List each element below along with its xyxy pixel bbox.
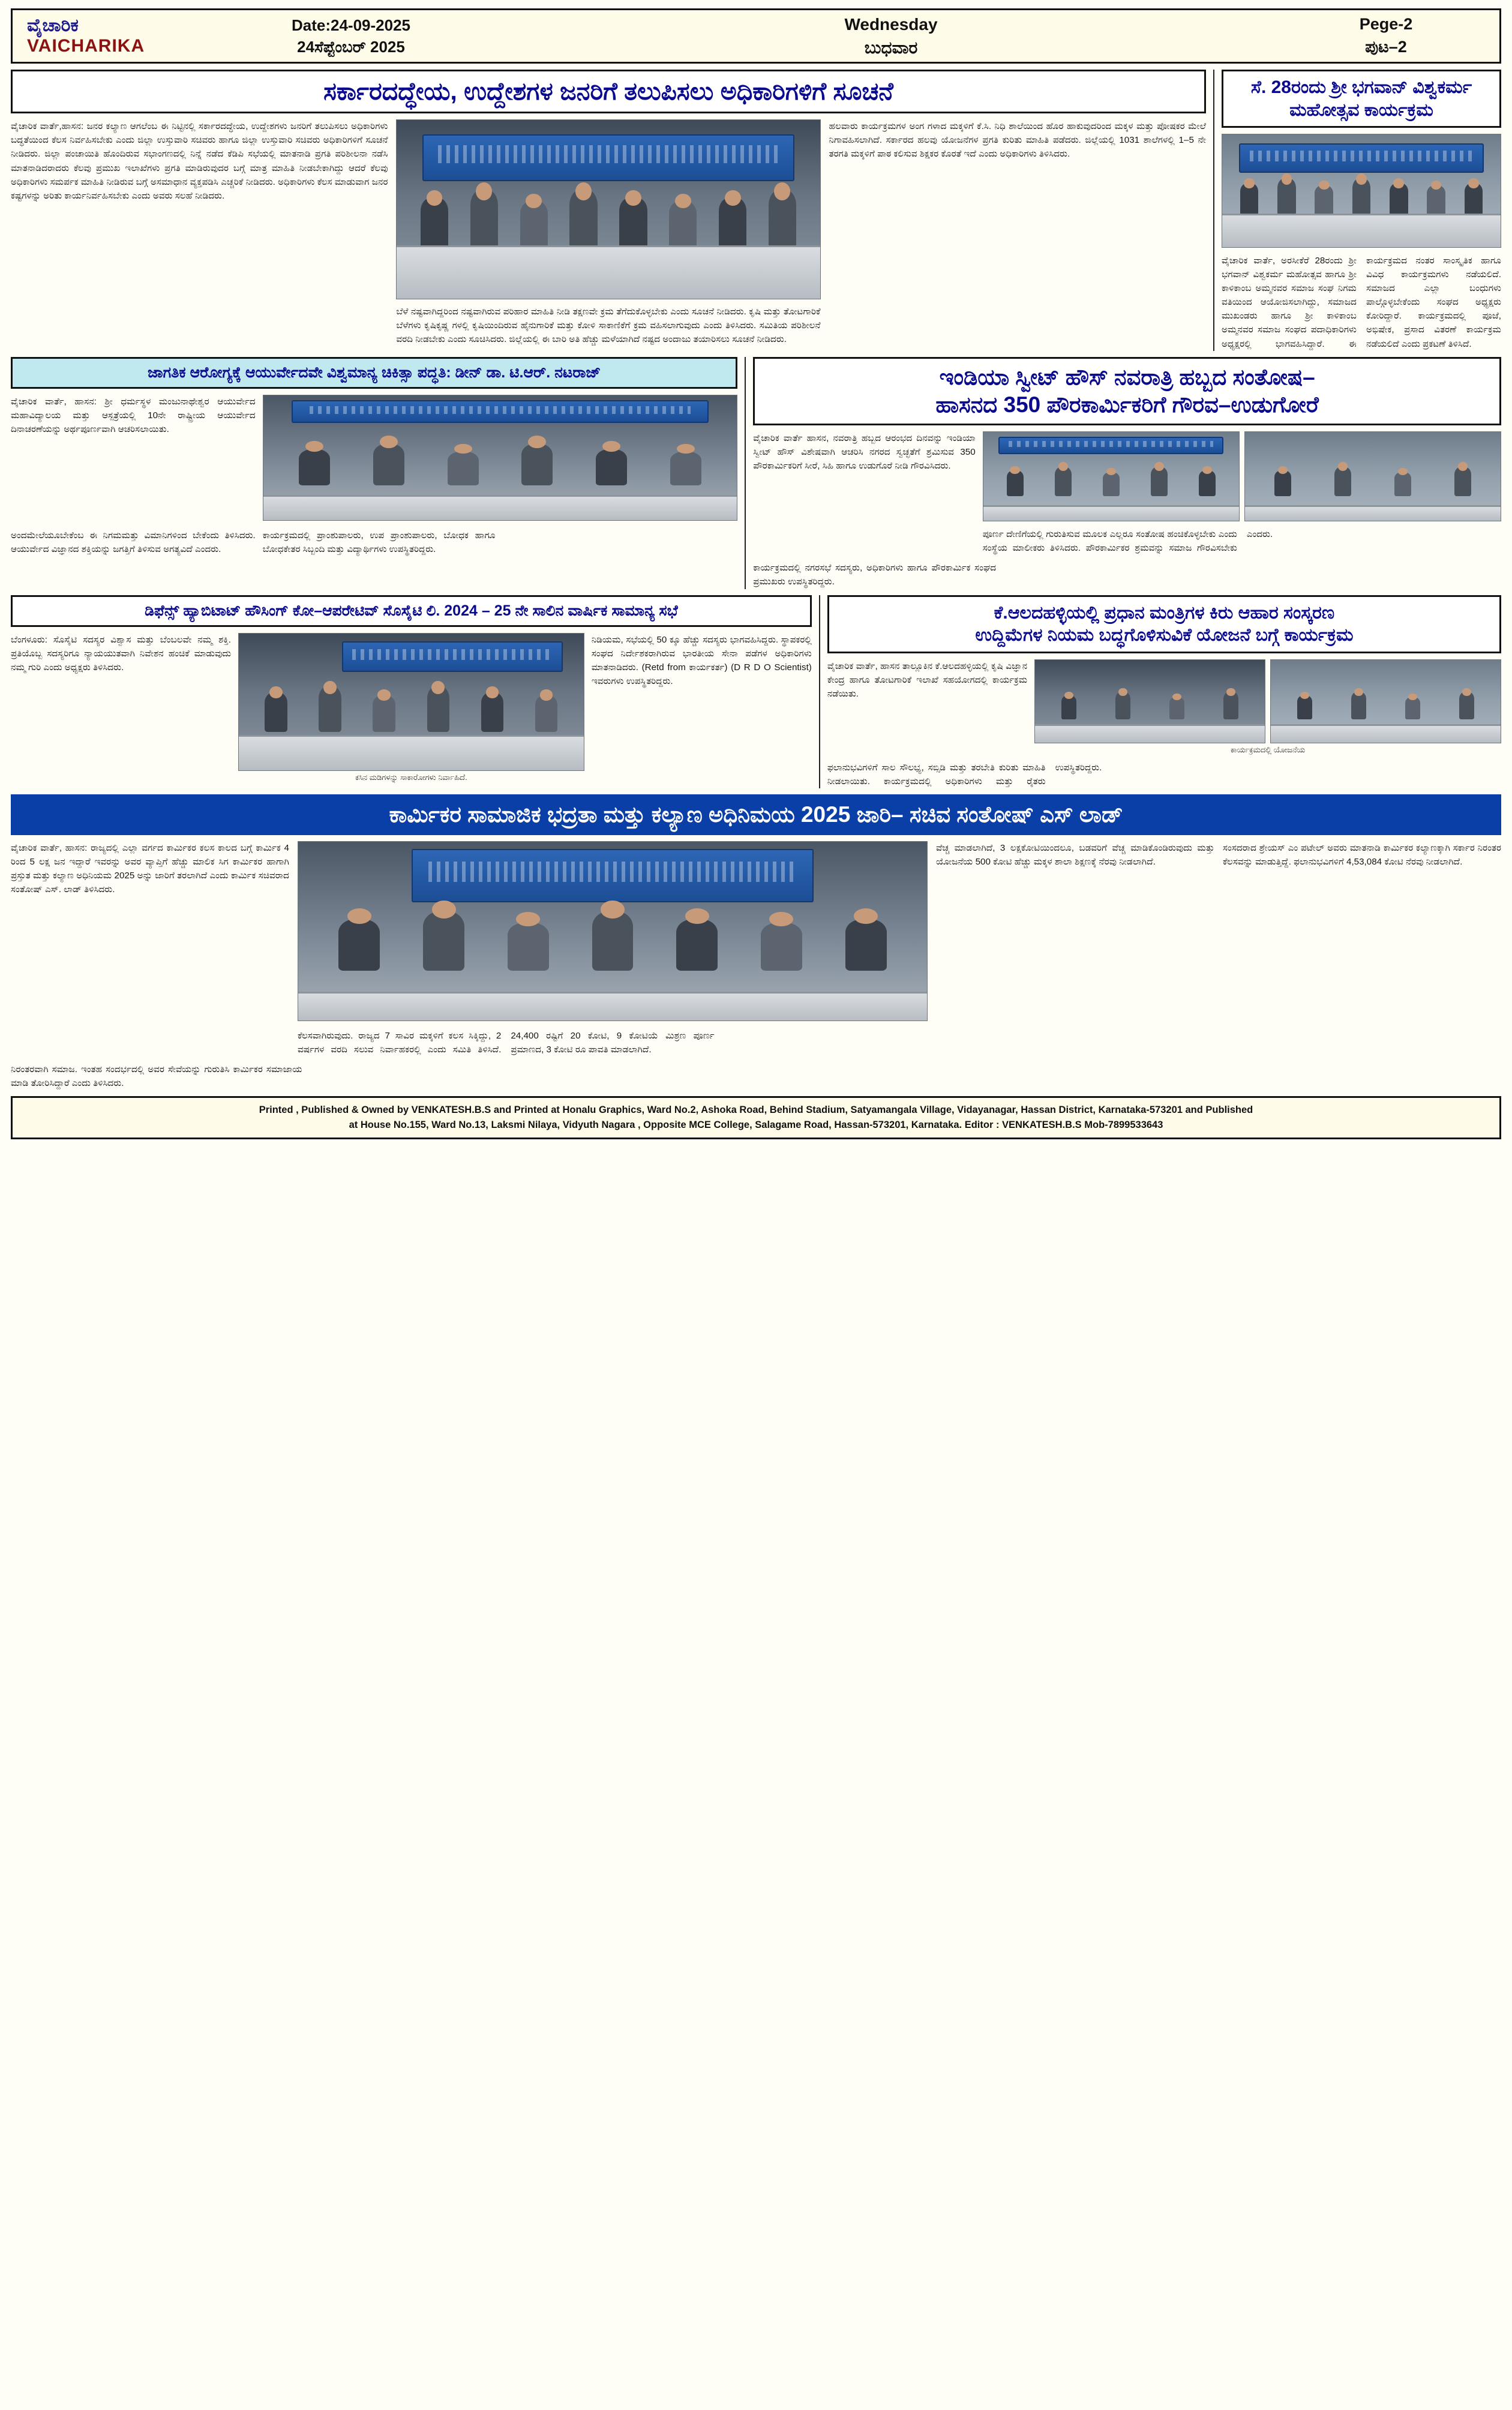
sweethouse-column-2: ಪೂರ್ಣ ದೇಣಿಗೆಯಲ್ಲಿ ಗುರುತಿಸುವ ಮೂಲಕ ಎಲ್ಲರೂ ಸಂತೋಷ ಹಂಚಿಕೊಳ್ಳಬೇಕು ಎಂದು ಸಂಸ್ಥೆಯ ಮಾಲೀಕರು ತಿಳಿಸಿದರು. ಪೌರಕಾರ್ಮಿಕರ ಶ್ರಮವನ್ನು ಸಮಾಜ ಗೌರವಿಸಬೇಕು ಎಂದರು.: [982, 529, 1273, 554]
lead-column-3: ಹಲವಾರು ಕಾರ್ಯಕ್ರಮಗಳ ಅಂಗ ಗಳಾದ ಮಕ್ಕಳಿಗೆ ಕೆ.ಸಿ. ನಿಧಿ ಶಾಲೆಯಿಂದ ಹೊರ ಹಾಕುವುದರಿಂದ ಮಕ್ಕಳ ಮತ್ತು ಪೋಷಕರ ಮೇಲೆ ನಿಗಾವಹಿಸಲಾಗಿದೆ. ಸರ್ಕಾರದ ಹಲವು ಯೋಜನೆಗಳ ಪ್ರಗತಿ ಕುರಿತು ಮಾಹಿತಿ ಪಡೆದರು. ಜಿಲ್ಲೆಯಲ್ಲಿ 1031 ಶಾಲೆಗಳಲ್ಲಿ 1–5 ನೇ ತರಗತಿ ಮಕ್ಕಳಿಗೆ ಪಾಠ ಕಲಿಸುವ ಶಿಕ್ಷಕರ ಕೊರತೆ ಇದೆ ಎಂದು ಅಧಿಕಾರಿಗಳು ತಿಳಿಸಿದರು.: [829, 121, 1206, 160]
imprint-footer: [11, 1096, 1501, 1139]
masthead-title-kannada: ವೈಚಾರಿಕ: [27, 15, 79, 35]
sweethouse-photo-2: [1244, 431, 1501, 521]
food-photos: [1034, 659, 1501, 755]
ayurveda-photo-block: [263, 395, 738, 523]
page-number-english: Pege-2: [1359, 15, 1413, 34]
masthead-day-english: Wednesday: [844, 14, 938, 34]
sweethouse-photo-1: [983, 431, 1240, 521]
lead-photo: [396, 119, 820, 299]
labour-column-5: ಸಂಸದರಾದ ಶ್ರೇಯಸ್ ಎಂ ಪಟೇಲ್ ಅವರು ಮಾತನಾಡಿ ಕಾರ್ಮಿಕರ ಕಲ್ಯಾಣಕ್ಕಾಗಿ ಸರ್ಕಾರ ನಿರಂತರ ಕೆಲಸವನ್ನು ಮಾಡುತ್ತಿದ್ದೆ. ಫಲಾನುಭವಿಗಳಿಗೆ 4,53,084 ಕೋಟಿ ನೆರವು ನೀಡಲಾಗಿದೆ.: [1223, 842, 1502, 868]
masthead: [11, 8, 1501, 64]
imprint-line-2: at House No.155, Ward No.13, Laksmi Nilaya, Vidyuth Nagara , Opposite MCE College, Salagame Road, Hassan-573201, Karnataka. Editor : VENKATESH.B.S Mob-7899533643: [349, 1120, 1163, 1131]
food-headline-line1: ಕೆ.ಆಲದಹಳ್ಳಿಯಲ್ಲಿ ಪ್ರಧಾನ ಮಂತ್ರಿಗಳ ಕಿರು ಆಹಾರ ಸಂಸ್ಕರಣ: [994, 602, 1335, 623]
ayurveda-headline: ಜಾಗತಿಕ ಆರೋಗ್ಯಕ್ಕೆ ಆಯುರ್ವೇದವೇ ವಿಶ್ವಮಾನ್ಯ ಚಿಕಿತ್ಸಾ ಪದ್ಧತಿ: ಡೀನ್ ಡಾ. ಟಿ.ಆರ್. ನಟರಾಜ್: [11, 357, 737, 389]
sweethouse-headline: [753, 357, 1501, 426]
masthead-title-english: VAICHARIKA: [27, 36, 145, 56]
right-top-text: ವೈಚಾರಿಕ ವಾರ್ತೆ, ಅರಸೀಕೆರೆ 28ರಂದು ಶ್ರೀ ಭಗವಾನ್ ವಿಶ್ವಕರ್ಮ ಮಹೋತ್ಸವ ಹಾಗೂ ಶ್ರೀ ಕಾಳಿಕಾಂಬ ಅಮ್ಮನವರ ಸಮಾಜ ಸಂಘ ನಿಗಮ ವತಿಯಿಂದ ಆಯೋಜಿಸಲಾಗಿದ್ದು, ಸಮಾಜದ ಮುಖಂಡರು ಹಾಗೂ ಶ್ರೀ ಕಾಳಿಕಾಂಬ ಅಮ್ಮನವರ ಸಮಾಜ ಸಂಘದ ಪದಾಧಿಕಾರಿಗಳು ಅಧ್ಯಕ್ಷರಲ್ಲಿ ಭಾಗವಹಿಸಿದ್ದಾರೆ. ಈ ಕಾರ್ಯಕ್ರಮದ ನಂತರ ಸಾಂಸ್ಕೃತಿಕ ಹಾಗೂ ವಿವಿಧ ಕಾರ್ಯಕ್ರಮಗಳು ನಡೆಯಲಿದೆ. ಸಮಾಜದ ಎಲ್ಲಾ ಬಂಧುಗಳು ಪಾಲ್ಗೊಳ್ಳಬೇಕೆಂದು ಸಂಘದ ಅಧ್ಯಕ್ಷರು ಕೋರಿದ್ದಾರೆ. ಕಾರ್ಯಕ್ರಮದಲ್ಲಿ ಪೂಜೆ, ಅಭಿಷೇಕ, ಪ್ರಸಾದ ವಿತರಣೆ ಕಾರ್ಯಕ್ರಮ ನಡೆಯಲಿದೆ ಎಂದು ಪ್ರಕಟಣೆ ತಿಳಿಸಿದೆ.: [1222, 256, 1501, 349]
sweethouse-column-3: ಕಾರ್ಯಕ್ರಮದಲ್ಲಿ ನಗರಸಭೆ ಸದಸ್ಯರು, ಅಧಿಕಾರಿಗಳು ಹಾಗೂ ಪೌರಕಾರ್ಮಿಕ ಸಂಘದ ಪ್ರಮುಖರು ಉಪಸ್ಥಿತರಿದ್ದರು.: [753, 563, 997, 587]
food-headline-line2: ಉದ್ದಿಮೆಗಳ ನಿಯಮ ಬದ್ಧಗೊಳಿಸುವಿಕೆ ಯೋಜನೆ ಬಗ್ಗೆ ಕಾರ್ಯಕ್ರಮ: [975, 625, 1354, 646]
lead-photo-and-text: [396, 119, 820, 346]
labour-photo-block: [298, 841, 928, 1057]
lead-column-1: ವೈಚಾರಿಕ ವಾರ್ತೆ,ಹಾಸನ: ಜನರ ಕಲ್ಯಾಣ ಆಗಲೆಂಬ ಈ ನಿಟ್ಟಿನಲ್ಲಿ ಸರ್ಕಾರದದ್ಧೇಯ, ಉದ್ದೇಶಗಳು ಜನರಿಗೆ ತಲುಪಿಸಲು ಅಧಿಕಾರಿಗಳು ಬದ್ಧತೆಯಿಂದ ಕೆಲಸ ನಿರ್ವಹಿಸಬೇಕು ಎಂದು ಜಿಲ್ಲಾ ಉಸ್ತುವಾರಿ ಸಚಿವರು ಹಾಗೂ ಜಿಲ್ಲಾ ಉಸ್ತುವಾರಿ ಸಚಿವರು ಅಧಿಕಾರಿಗಳಿಗೆ ಸೂಚನೆ ನೀಡಿದರು. ಜಿಲ್ಲಾ ಪಂಚಾಯಿತಿ ಹೊಂದಿರುವ ಸಭಾಂಗಣದಲ್ಲಿ ನಿನ್ನೆ ನಡೆದ ಕೆಡಿಪಿ ಸಭೆಯಲ್ಲಿ ಮಾತನಾಡಿ ಪ್ರಗತಿ ಪರಿಶೀಲನಾ ನಡೆಸಿ ಮಾತನಾಡಿದರಾದರು ಕೆಲವು ಪ್ರಮುಖ ಇಲಾಖೆಗಳು ಪ್ರಗತಿ ಮಾಡಿರುವುದರ ಬಗ್ಗೆ ಮಾತ್ರ ಮಾಹಿತಿ ನೀಡಬೇಕಾಗಿದ್ದು ಆದರೆ ಕೆಲವು ಅಧಿಕಾರಿಗಳು ಸಮರ್ಪಕ ಮಾಹಿತಿ ನೀಡಿರುವ ಬಗ್ಗೆ ಅಸಮಾಧಾನ ವ್ಯಕ್ತಪಡಿಸಿ ಎಚ್ಚರಿಕೆ ನೀಡಿದರು. ಅಧಿಕಾರಿಗಳು ಕೆಲಸ ಮಾಡುವಾಗ ಜನರ ಕಷ್ಟಗಳನ್ನು ಅರಿತು ಕಾರ್ಯನಿರ್ವಹಿಸಬೇಕು ಎಂದು ಅವರು ಸಲಹೆ ನೀಡಿದರು.: [11, 121, 388, 201]
lead-story: [11, 70, 1206, 351]
ayurveda-photo-caption: [263, 521, 738, 523]
lead-column-2: ಬೆಳೆ ನಷ್ಟವಾಗಿದ್ದರಿಂದ ನಷ್ಟವಾಗಿರುವ ಪರಿಹಾರ ಮಾಹಿತಿ ನೀಡಿ ತಕ್ಷಣವೇ ಕ್ರಮ ತೆಗೆದುಕೊಳ್ಳಬೇಕು ಎಂದು ಸೂಚನೆ ನೀಡಿದರು. ಕೃಷಿ ಮತ್ತು ತೋಟಗಾರಿಕೆ ಬೆಳೆಗಳು ಕೃಷಿಕೃಷ್ಣ ಗಳಲ್ಲಿ ಕೃಷಿಯಿಂದಿರುವ ಹೈನುಗಾರಿಕೆ ಮತ್ತು ಕೋಳಿ ಸಾಕಾಣಿಕೆಗೆ ಕ್ರಮ ವಹಿಸಲಾಗುವುದು ಎಂದು ತಿಳಿಸಿದರು. ಸಮಿತಿಯ ಪರಿಶೀಲನೆ ವರದಿ ನೀಡಬೇಕು ಎಂದು ಸೂಚಿಸಿದರು. ಜಿಲ್ಲೆಯಲ್ಲಿ ಈ ಬಾರಿ ಅತಿ ಹೆಚ್ಚು ಮಳೆಯಾಗಿದೆ ನಷ್ಟದ ಅಂದಾಜು ತಯಾರಿಸಲು ಸೂಚನೆ ನೀಡಿದರು.: [396, 307, 821, 345]
food-photo-1: [1034, 659, 1265, 743]
food-photo-2: [1270, 659, 1501, 743]
defence-photo: [238, 633, 584, 771]
sweethouse-photos: [983, 431, 1501, 555]
labour-headline: ಕಾರ್ಮಿಕರ ಸಾಮಾಜಿಕ ಭದ್ರತಾ ಮತ್ತು ಕಲ್ಯಾಣ ಅಧಿನಿಮಯ 2025 ಜಾರಿ– ಸಚಿವ ಸಂತೋಷ್ ಎಸ್ ಲಾಡ್: [11, 794, 1501, 835]
ayurveda-column-2: ಅಂದಮೇಲೆಯೂಬೇಕೆಂಬ ಈ ನಿಗಮಮತ್ತು ವಿಮಾನಿಗಳಿಂದ ಬೇಕೆಂದು ತಿಳಿಸಿದರು. ಆಯುರ್ವೇದ ವಿಜ್ಞಾನದ ಶಕ್ತಿಯನ್ನು ಜಗತ್ತಿಗೆ ತಿಳಿಸುವ ಅಗತ್ಯವಿದೆ ಎಂದರು.: [11, 530, 256, 554]
ayurveda-photo: [263, 395, 738, 521]
labour-column-4: ನಿರಂತರವಾಗಿ ಸಮಾಜ. ಇಂತಹ ಸಂದರ್ಭದಲ್ಲಿ ಅವರ ಸೇವೆಯನ್ನು ಗುರುತಿಸಿ ಕಾರ್ಮಿಕರ ಸಮಾಜಾಯ ಮಾಡಿ ತೋರಿಸಿದ್ದಾರೆ ಎಂದು ತಿಳಿಸಿದರು.: [11, 1064, 302, 1089]
labour-column-2: ಕೆಲಸವಾಗಿರುವುದು. ರಾಜ್ಯದ 7 ಸಾವಿರ ಮಕ್ಕಳಿಗೆ ಕಲಸ ಸಿಕ್ಕಿದ್ದು, 2 ವರ್ಷಗಳ ವರದಿ ಸಲುವ ನಿರ್ವಾಹಕರಲ್ಲಿ ಎಂದು ಸಮಿತಿ ತಿಳಿಸಿದೆ. 24,400 ರಷ್ಟಿಗೆ 20 ಕೋಟಿ, 9 ಕೋಟಿಯೆ ಮಿಶ್ರಣ ಪೂರ್ಣ ಪ್ರಮಾಣದ, 3 ಕೋಟಿ ರೂ ಪಾವತಿ ಮಾಡಲಾಗಿದೆ.: [297, 1030, 715, 1055]
defence-headline: ಡಿಫೆನ್ಸ್ ಹ್ಯಾಬಿಟಾಟ್ ಹೌಸಿಂಗ್ ಕೋ–ಆಪರೇಟಿವ್ ಸೊಸೈಟಿ ಲಿ. 2024 – 25 ನೇ ಸಾಲಿನ ವಾರ್ಷಿಕ ಸಾಮಾನ್ಯ ಸಭೆ: [11, 595, 812, 627]
section-defence-housing: [11, 595, 812, 788]
section-food-processing: [819, 595, 1501, 788]
food-column-2: ಫಲಾನುಭವಿಗಳಿಗೆ ಸಾಲ ಸೌಲಭ್ಯ, ಸಬ್ಸಿಡಿ ಮತ್ತು ತರಬೇತಿ ಕುರಿತು ಮಾಹಿತಿ ನೀಡಲಾಯಿತು. ಕಾರ್ಯಕ್ರಮದಲ್ಲಿ ಅಧಿಕಾರಿಗಳು ಮತ್ತು ರೈತರು ಉಪಸ್ಥಿತರಿದ್ದರು.: [827, 762, 1102, 787]
right-rail: [1213, 70, 1501, 351]
sweethouse-column-1: ವೈಚಾರಿಕ ವಾರ್ತೆ ಹಾಸನ, ನವರಾತ್ರಿ ಹಬ್ಬದ ಆರಂಭದ ದಿನವನ್ನು ಇಂಡಿಯಾ ಸ್ವೀಟ್ ಹೌಸ್ ವಿಶೇಷವಾಗಿ ಆಚರಿಸಿ ನಗರದ ಸ್ವಚ್ಛತೆಗೆ ಶ್ರಮಿಸುವ 350 ಪೌರಕಾರ್ಮಿಕರಿಗೆ ಸೀರೆ, ಸಿಹಿ ಹಾಗೂ ಉಡುಗೊರೆ ನೀಡಿ ಗೌರವಿಸಿದರು.: [753, 433, 976, 472]
food-photo-caption: ಕಾರ್ಯಕ್ರಮದಲ್ಲಿ ಯೋಜನೆಯ: [1231, 745, 1306, 754]
right-top-photo: [1222, 134, 1501, 248]
section-labour-act: [11, 794, 1501, 1091]
masthead-date-kannada: 24ಸೆಪ್ಟೆಂಬರ್ 2025: [297, 38, 405, 56]
ayurveda-column-1: ವೈಚಾರಿಕ ವಾರ್ತೆ, ಹಾಸನ: ಶ್ರೀ ಧರ್ಮಸ್ಥಳ ಮಂಜುನಾಥೇಶ್ವರ ಆಯುರ್ವೇದ ಮಹಾವಿದ್ಯಾಲಯ ಮತ್ತು ಆಸ್ಪತ್ರೆಯಲ್ಲಿ 10ನೇ ರಾಷ್ಟ್ರೀಯ ಆಯುರ್ವೇದ ದಿನಾಚರಣೆಯನ್ನು ಅರ್ಥಪೂರ್ಣವಾಗಿ ಆಚರಿಸಲಾಯಿತು.: [11, 396, 256, 435]
ayurveda-column-3: ಕಾರ್ಯಕ್ರಮದಲ್ಲಿ ಪ್ರಾಂಶುಪಾಲರು, ಉಪ ಪ್ರಾಂಶುಪಾಲರು, ಬೋಧಕ ಹಾಗೂ ಬೋಧಕೇತರ ಸಿಬ್ಬಂದಿ ಮತ್ತು ವಿದ್ಯಾರ್ಥಿಗಳು ಉಪಸ್ಥಿತರಿದ್ದರು.: [262, 530, 496, 554]
masthead-date: [207, 14, 495, 58]
defence-column-1: ಬೆಂಗಳೂರು: ಸೊಸೈಟಿ ಸದಸ್ಯರ ವಿಶ್ವಾಸ ಮತ್ತು ಬೆಂಬಲವೇ ನಮ್ಮ ಶಕ್ತಿ. ಪ್ರತಿಯೊಬ್ಬ ಸದಸ್ಯರಿಗೂ ನ್ಯಾಯಯುತವಾಗಿ ನಿವೇಶನ ಹಂಚಿಕೆ ಮಾಡುವುದು ನಮ್ಮ ಗುರಿ ಎಂದು ಅಧ್ಯಕ್ಷರು ತಿಳಿಸಿದರು.: [11, 634, 232, 673]
section-sweethouse: [745, 357, 1501, 589]
food-headline: [827, 595, 1501, 653]
sweethouse-headline-line2: ಹಾಸನದ 350 ಪೌರಕಾರ್ಮಿಕರಿಗೆ ಗೌರವ–ಉಡುಗೋರೆ: [935, 392, 1319, 417]
section-ayurveda: [11, 357, 737, 589]
masthead-date-english: Date:24-09-2025: [291, 16, 410, 34]
labour-photo: [298, 841, 928, 1021]
masthead-brand: [27, 16, 207, 57]
lead-photo-caption: [396, 299, 820, 301]
right-top-headline: ಸೆ. 28ರಂದು ಶ್ರೀ ಭಗವಾನ್ ವಿಶ್ವಕರ್ಮ ಮಹೋತ್ಸವ ಕಾರ್ಯಕ್ರಮ: [1222, 70, 1501, 128]
defence-photo-block: [238, 633, 584, 782]
labour-column-3: ವೆಚ್ಚ ಮಾಡಲಾಗಿದೆ, 3 ಲಕ್ಷಕೋಟಿಯಿಂದಲೂ, ಬಡವರಿಗೆ ವೆಚ್ಚ ಮಾಡಿಕೊಂಡಿರುವುದು ಮತ್ತು ಯೋಜನೆಯ 500 ಕೋಟಿ ಹೆಚ್ಚು ಮಕ್ಕಳ ಶಾಲಾ ಶಿಕ್ಷಣಕ್ಕೆ ನೆರವು ನೀಡಲಾಗಿದೆ.: [936, 842, 1215, 868]
masthead-pagenumber: [1287, 13, 1485, 59]
defence-column-2: ನಿಡಿಯಮ, ಸಭೆಯಲ್ಲಿ 50 ಕ್ಕೂ ಹೆಚ್ಚು ಸದಸ್ಯರು ಭಾಗವಹಿಸಿದ್ದರು. ಸ್ಥಾಪಕರಲ್ಲಿ ಸಂಘದ ನಿರ್ದೇಶಕರಾಗಿರುವ ಭಾರತೀಯ ಸೇನಾ ಪಡೆಗಳ ಅಧಿಕಾರಿಗಳು ಮಾತನಾಡಿದರು. (Retd from ಕಾರ್ಯಕರ್ತ) (D R D O Scientist) ಇವರುಗಳು ಉಪಸ್ಥಿತರಿದ್ದರು.: [591, 634, 812, 687]
masthead-day: [495, 13, 1287, 59]
defence-photo-caption: ಕಸಿನ ಮಡಿಗಳನ್ನು ಸಾಕಾರೋಗಳು ನಿರ್ವಾಹಿದೆ.: [355, 772, 467, 782]
food-column-1: ವೈಚಾರಿಕ ವಾರ್ತೆ, ಹಾಸನ ತಾಲ್ಲೂಕಿನ ಕೆ.ಆಲದಹಳ್ಳಿಯಲ್ಲಿ ಕೃಷಿ ವಿಜ್ಞಾನ ಕೇಂದ್ರ ಹಾಗೂ ತೋಟಗಾರಿಕೆ ಇಲಾಖೆ ಸಹಯೋಗದಲ್ಲಿ ಕಾರ್ಯಕ್ರಮ ನಡೆಯಿತು.: [827, 661, 1028, 699]
sweethouse-headline-line1: ಇಂಡಿಯಾ ಸ್ವೀಟ್ ಹೌಸ್ ನವರಾತ್ರಿ ಹಬ್ಬದ ಸಂತೋಷ–: [939, 364, 1315, 389]
lead-headline: ಸರ್ಕಾರದದ್ಧೇಯ, ಉದ್ದೇಶಗಳ ಜನರಿಗೆ ತಲುಪಿಸಲು ಅಧಿಕಾರಿಗಳಿಗೆ ಸೂಚನೆ: [11, 70, 1206, 113]
labour-column-1: ವೈಚಾರಿಕ ವಾರ್ತೆ, ಹಾಸನ: ರಾಜ್ಯದಲ್ಲಿ ಎಲ್ಲಾ ವರ್ಗದ ಕಾರ್ಮಿಕರ ಕಲಸ ಕಾಲದ ಬಗ್ಗೆ ಕಾರ್ಮಿಕ 4 ರಿಂದ 5 ಲಕ್ಷ ಜನ ಇದ್ದಾರೆ ಇವರನ್ನು ಅವರ ವ್ಯಾಪ್ತಿಗೆ ಹೆಚ್ಚು ಮಾಲಿಕ ಸಿಗ ಕಾರ್ಮಿಕರ ಹಾಗಾಗಿ ಪ್ರಸ್ತುತ ಮತ್ತು ಕಲ್ಯಾಣ ಅಧಿನಿಯಮ 2025 ಅನ್ನು ಜಾರಿಗೆ ತರಲಾಗಿದೆ ಎಂದು ಕಾರ್ಮಿಕ ಸಚಿವರಾದ ಸಂತೋಷ್ ಎಸ್. ಲಾಡ್ ತಿಳಿಸಿದರು.: [11, 842, 289, 895]
page-number-kannada: ಪುಟ–2: [1365, 38, 1407, 56]
imprint-line-1: Printed , Published & Owned by VENKATESH.B.S and Printed at Honalu Graphics, Ward No.2, Ashoka Road, Behind Stadium, Satyamangala Village, Vidayanagar, Hassan District, Karnataka-573201 and Published: [259, 1105, 1253, 1116]
masthead-day-kannada: ಬುಧವಾರ: [864, 38, 918, 57]
